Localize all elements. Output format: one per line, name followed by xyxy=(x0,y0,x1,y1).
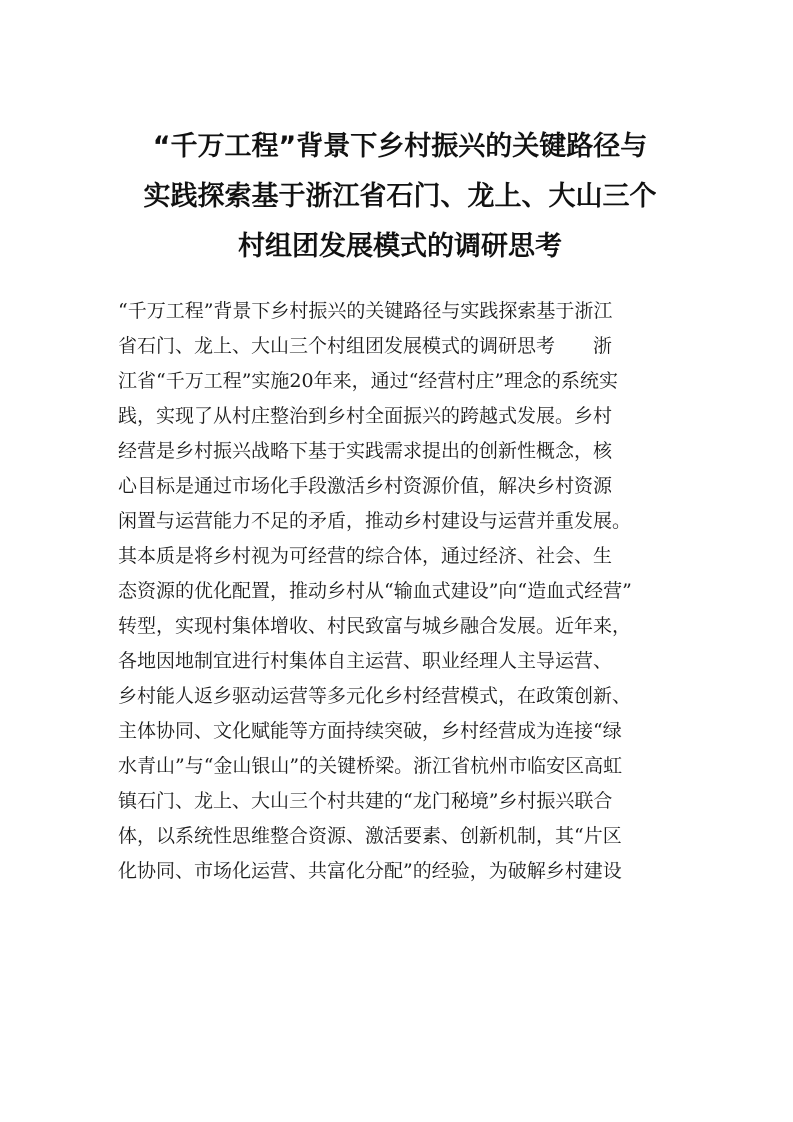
body-line: 践，实现了从村庄整治到乡村全面振兴的跨越式发展。乡村 xyxy=(118,405,613,427)
body-line: 经营是乡村振兴战略下基于实践需求提出的创新性概念，核 xyxy=(118,440,613,462)
title-line-3: 村组团发展模式的调研思考 xyxy=(238,231,562,262)
body-line: 镇石门、龙上、大山三个村共建的“龙门秘境”乡村振兴联合 xyxy=(118,790,613,812)
body-line: 化协同、市场化运营、共富化分配”的经验，为破解乡村建设 xyxy=(118,860,622,882)
body-line: 闲置与运营能力不足的矛盾，推动乡村建设与运营并重发展。 xyxy=(118,510,632,532)
body-line: 其本质是将乡村视为可经营的综合体，通过经济、社会、生 xyxy=(118,545,613,567)
body-paragraph xyxy=(118,294,693,889)
body-line: 乡村能人返乡驱动运营等多元化乡村经营模式，在政策创新、 xyxy=(118,685,632,707)
body-line: 态资源的优化配置，推动乡村从“输血式建设”向“造血式经营” xyxy=(118,580,632,602)
body-line: “千万工程”背景下乡村振兴的关键路径与实践探索基于浙江 xyxy=(118,300,613,322)
body-line: 体，以系统性思维整合资源、激活要素、创新机制，其“片区 xyxy=(118,825,622,847)
title-line-2: 实践探索基于浙江省石门、龙上、大山三个 xyxy=(143,181,657,212)
body-line: 主体协同、文化赋能等方面持续突破，乡村经营成为连接“绿 xyxy=(118,720,622,742)
title-line-1: “千万工程”背景下乡村振兴的关键路径与 xyxy=(152,131,648,162)
body-line: 各地因地制宜进行村集体自主运营、职业经理人主导运营、 xyxy=(118,650,613,672)
body-line: 心目标是通过市场化手段激活乡村资源价值，解决乡村资源 xyxy=(118,475,613,497)
body-line: 省石门、龙上、大山三个村组团发展模式的调研思考 浙 xyxy=(118,335,613,357)
body-line: 水青山”与“金山银山”的关键桥梁。浙江省杭州市临安区高虹 xyxy=(118,755,623,777)
body-line: 江省“千万工程”实施20年来，通过“经营村庄”理念的系统实 xyxy=(118,370,619,392)
document-title xyxy=(100,122,700,272)
body-line: 转型，实现村集体增收、村民致富与城乡融合发展。近年来， xyxy=(118,615,632,637)
